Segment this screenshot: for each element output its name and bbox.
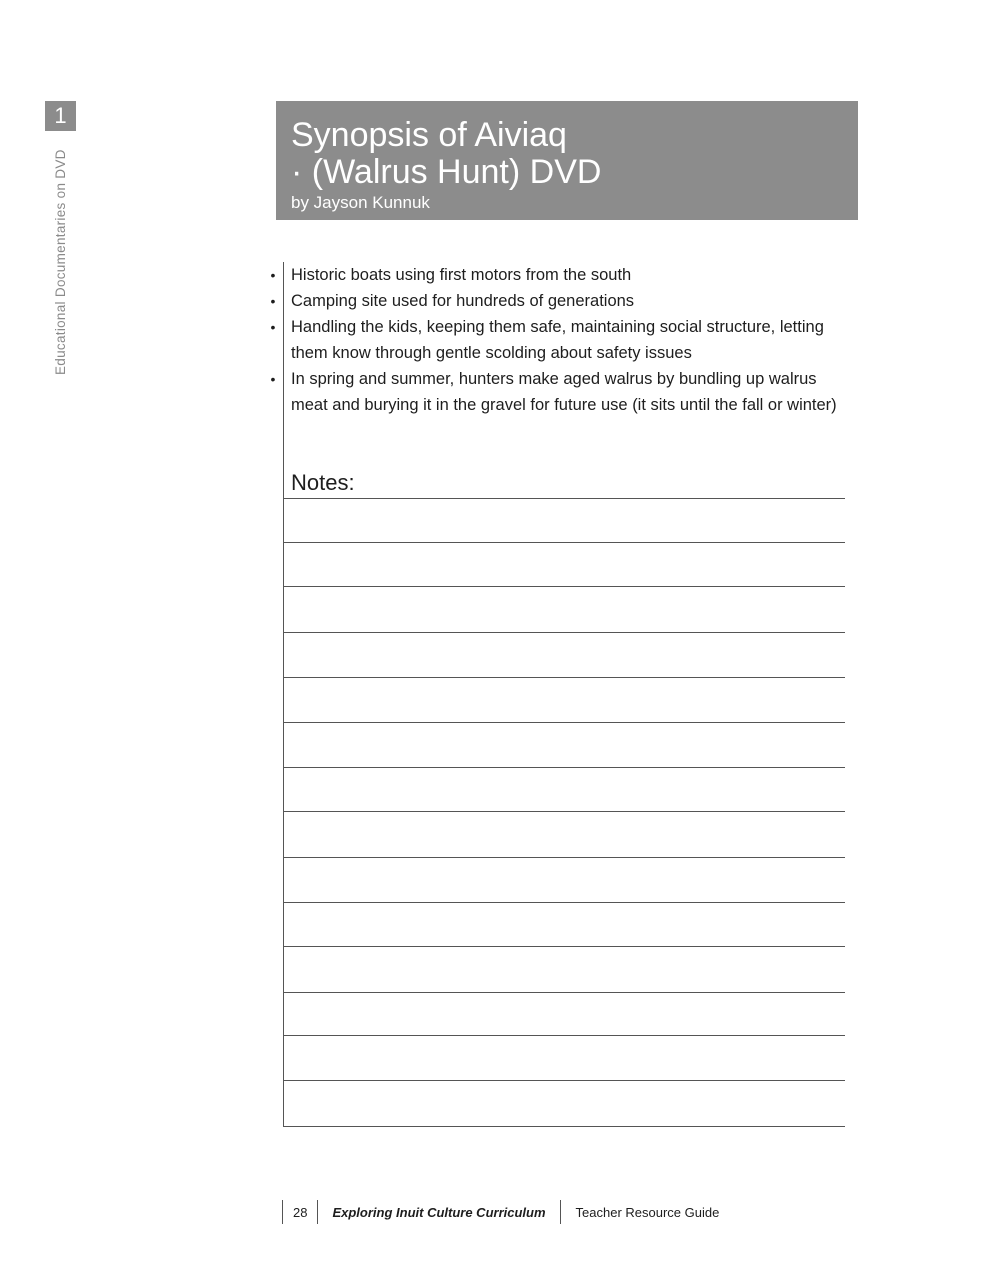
title-banner [276, 101, 858, 220]
note-line [284, 992, 845, 993]
page-title-line1: Synopsis of Aiviaq [291, 116, 567, 154]
list-item [270, 366, 845, 418]
list-item [270, 314, 845, 366]
list-item [270, 262, 845, 288]
note-line [284, 811, 845, 812]
chapter-number-badge: 1 [45, 101, 76, 131]
list-item-text: Historic boats using first motors from the south [291, 266, 632, 284]
note-line [284, 632, 845, 633]
note-line [284, 902, 845, 903]
bullet-icon: • [270, 371, 276, 387]
list-item-text: Camping site used for hundreds of generations [291, 292, 635, 310]
note-line [284, 677, 845, 678]
note-line [284, 722, 845, 723]
book-title: Exploring Inuit Culture Curriculum [332, 1204, 546, 1220]
note-line [284, 542, 845, 543]
note-line [284, 498, 845, 499]
list-item-text: In spring and summer, hunters make aged walrus by bundling up walrus meat and burying it in the gravel for future use (it sits until the fall or winter) [291, 370, 837, 414]
bullet-icon: • [270, 293, 276, 309]
note-line [284, 857, 845, 858]
note-line [284, 946, 845, 947]
note-line [284, 586, 845, 587]
page-title-line2: · (Walrus Hunt) DVD [291, 153, 602, 191]
notes-area [270, 262, 845, 1127]
page-number: 28 [293, 1204, 308, 1220]
author-byline: by Jayson Kunnuk [291, 193, 430, 212]
note-line [284, 1080, 845, 1081]
note-line [284, 767, 845, 768]
page-footer [282, 1200, 734, 1224]
note-line [284, 1035, 845, 1036]
notes-heading: Notes: [291, 470, 355, 495]
synopsis-list [270, 262, 845, 418]
list-item [270, 288, 845, 314]
list-item-text: Handling the kids, keeping them safe, maintaining social structure, letting them know through gentle scolding about safety issues [291, 318, 824, 362]
section-side-label: Educational Documentaries on DVD [53, 149, 68, 375]
guide-title: Teacher Resource Guide [575, 1204, 720, 1220]
bullet-icon: • [270, 319, 276, 335]
bullet-icon: • [270, 267, 276, 283]
